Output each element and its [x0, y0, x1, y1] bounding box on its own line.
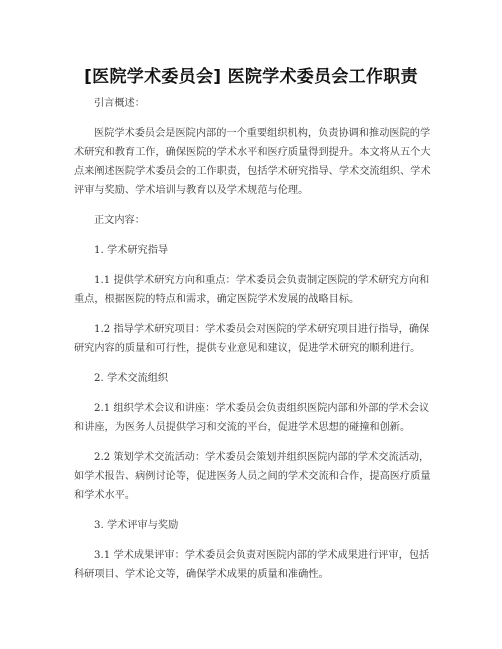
section-item-1-2: 1.2 指导学术研究项目：学术委员会对医院的学术研究项目进行指导，确保研究内容的质量和可行性，提供专业意见和建议，促进学术研究的顺利进行。: [74, 324, 430, 354]
document-content: [74, 94, 432, 595]
body-label: 正文内容：: [94, 215, 145, 226]
section-heading-2: 2. 学术交流组织: [94, 373, 169, 384]
intro-label: 引言概述：: [94, 98, 145, 109]
section-heading-1: 1. 学术研究指导: [94, 245, 169, 256]
section-item-2-2: 2.2 策划学术交流活动：学术委员会策划并组织医院内部的学术交流活动，如学术报告、病例讨论等，促进医务人员之间的学术交流和合作，提高医疗质量和学术水平。: [74, 452, 431, 501]
intro-paragraph: 医院学术委员会是医院内部的一个重要组织机构，负责协调和推动医院的学术研究和教育工作，确保医院的学术水平和医疗质量得到提升。本文将从五个大点来阐述医院学术委员会的工作职责，包括学术研究指导、学术交流组织、学术评审与奖励、学术培训与教育以及学术规范与伦理。: [74, 128, 431, 196]
section-item-1-1: 1.1 提供学术研究方向和重点：学术委员会负责制定医院的学术研究方向和重点，根据医院的特点和需求，确定医院学术发展的战略目标。: [74, 275, 430, 305]
document-title: [医院学术委员会] 医院学术委员会工作职责: [84, 67, 418, 87]
section-item-3-1: 3.1 学术成果评审：学术委员会负责对医院内部的学术成果进行评审，包括科研项目、学术论文等，确保学术成果的质量和准确性。: [74, 550, 430, 580]
section-item-2-1: 2.1 组织学术会议和讲座：学术委员会负责组织医院内部和外部的学术会议和讲座，为医务人员提供学习和交流的平台，促进学术思想的碰撞和创新。: [74, 403, 430, 433]
section-heading-3: 3. 学术评审与奖励: [94, 520, 179, 531]
